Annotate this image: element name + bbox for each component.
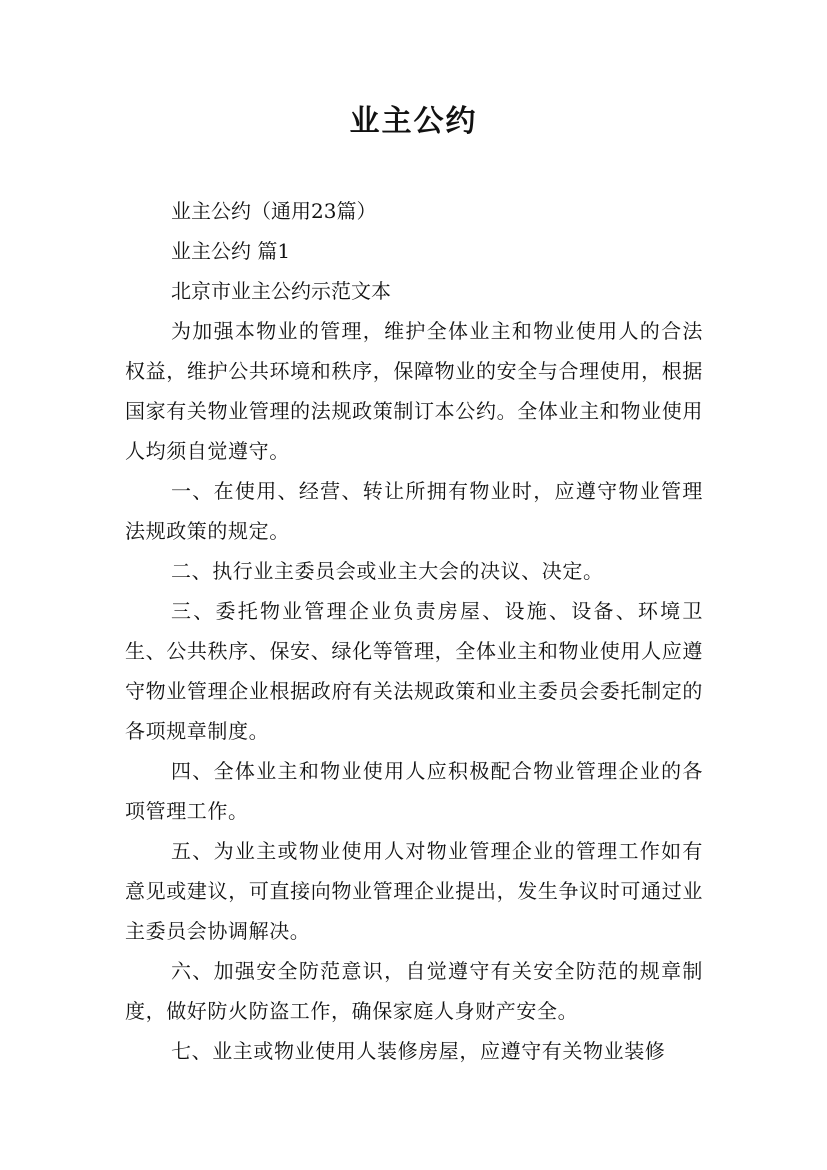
- preamble-paragraph: 为加强本物业的管理，维护全体业主和物业使用人的合法权益，维护公共环境和秩序，保障物业的安全与合理使用，根据国家有关物业管理的法规政策制订本公约。全体业主和物业使用人均须自觉遵守。: [125, 319, 703, 463]
- clause-3-paragraph: 三、委托物业管理企业负责房屋、设施、设备、环境卫生、公共秩序、保安、绿化等管理，全体业主和物业使用人应遵守物业管理企业根据政府有关法规政策和业主委员会委托制定的各项规章制度。: [125, 599, 703, 743]
- document-title: 业主公约: [349, 104, 478, 139]
- clause-2-paragraph: 二、执行业主委员会或业主大会的决议、决定。: [171, 559, 604, 583]
- clause-7-paragraph: 七、业主或物业使用人装修房屋，应遵守有关物业装修: [171, 1039, 666, 1063]
- clause-1-paragraph: 一、在使用、经营、转让所拥有物业时，应遵守物业管理法规政策的规定。: [125, 479, 703, 543]
- section-heading: 业主公约 篇1: [171, 239, 291, 263]
- clause-6-paragraph: 六、加强安全防范意识，自觉遵守有关安全防范的规章制度，做好防火防盗工作，确保家庭人身财产安全。: [125, 959, 703, 1023]
- subtitle-line: 业主公约（通用23篇）: [171, 199, 377, 223]
- clause-5-paragraph: 五、为业主或物业使用人对物业管理企业的管理工作如有意见或建议，可直接向物业管理企业提出，发生争议时可通过业主委员会协调解决。: [125, 839, 703, 943]
- clause-4-paragraph: 四、全体业主和物业使用人应积极配合物业管理企业的各项管理工作。: [125, 759, 703, 823]
- document-name-line: 北京市业主公约示范文本: [171, 279, 391, 303]
- document-body: [125, 191, 703, 1071]
